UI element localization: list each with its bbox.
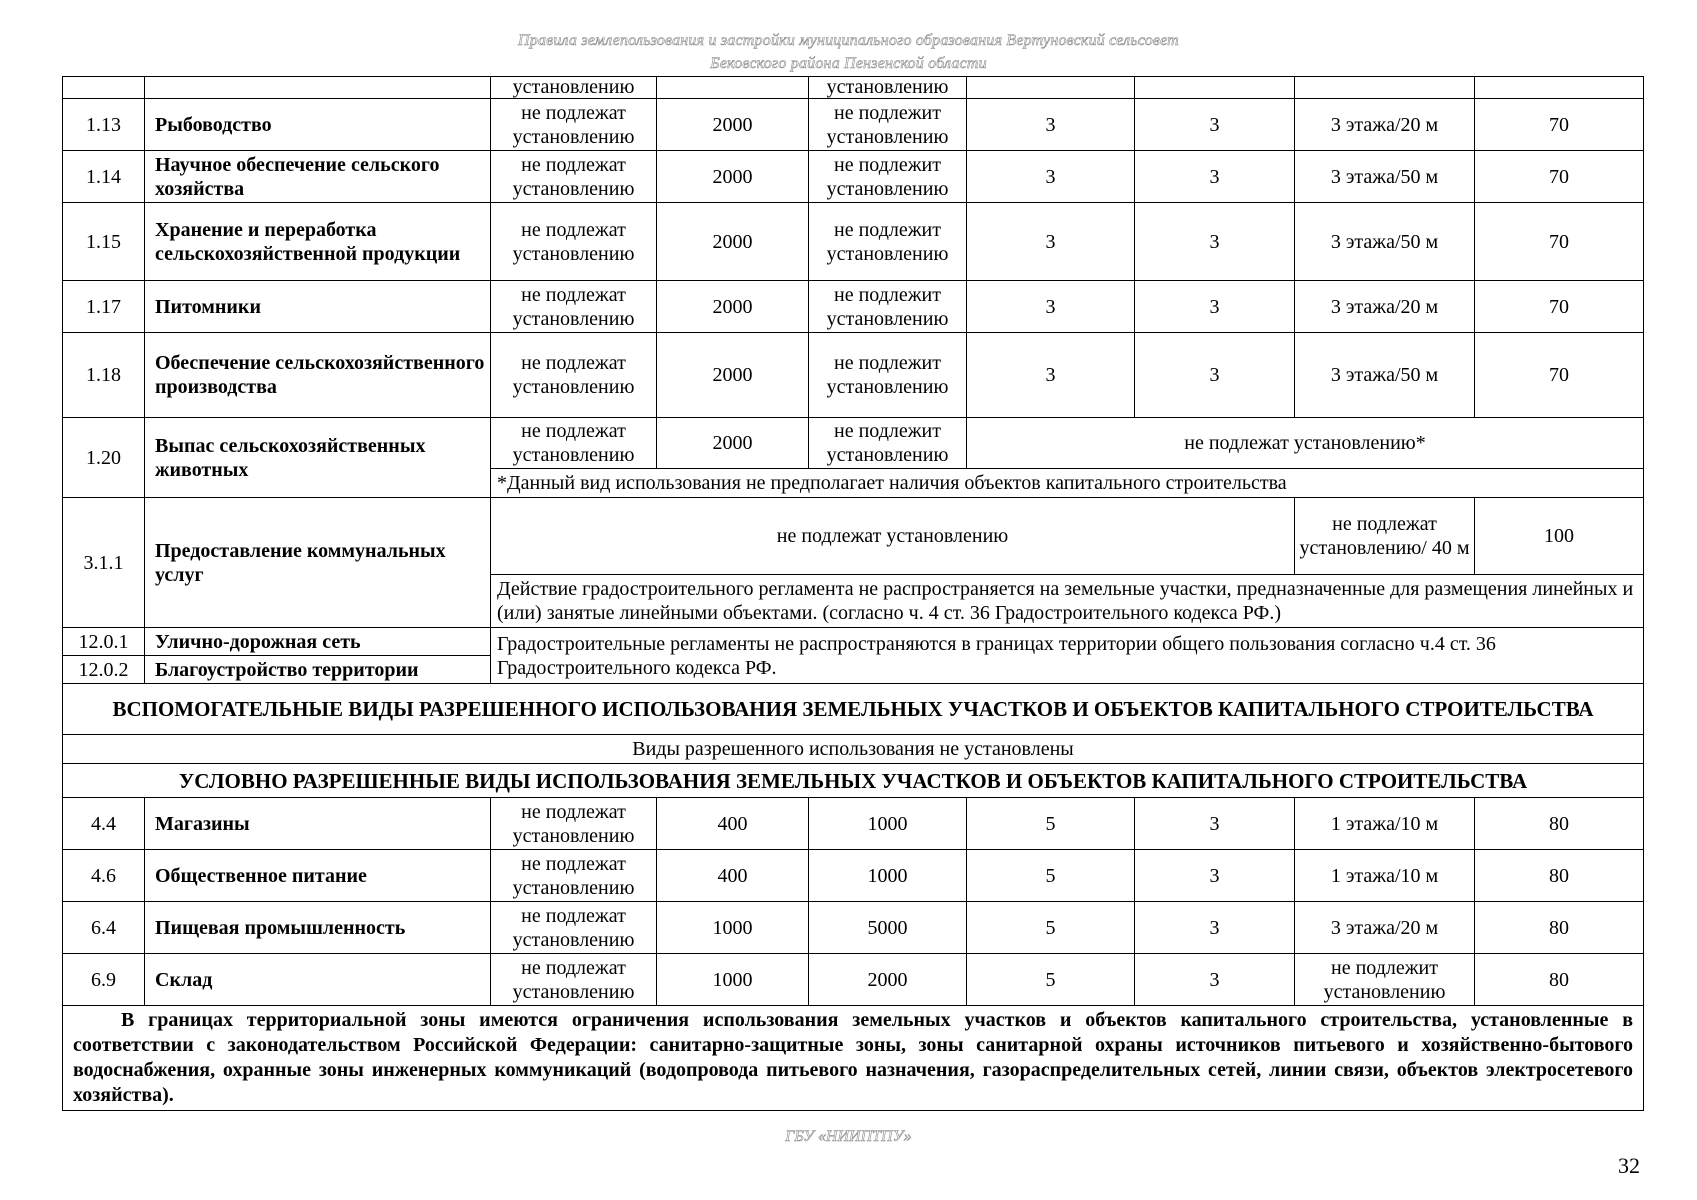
cell-col8: не подлежит установлению	[1295, 954, 1475, 1006]
cell-col6: 3	[967, 203, 1135, 281]
cell-name: Питомники	[145, 281, 491, 333]
cell-col4: 1000	[657, 902, 809, 954]
cell-name: Научное обеспечение сельского хозяйства	[145, 151, 491, 203]
cell-col7	[1135, 77, 1295, 99]
section-header-row	[63, 684, 1644, 735]
cell-col8: 3 этажа/20 м	[1295, 99, 1475, 151]
page-number: 32	[1618, 1153, 1640, 1178]
continuation-row	[63, 77, 1644, 99]
cell-col9	[1475, 77, 1644, 99]
table-row	[63, 954, 1644, 1006]
cell-col8: не подлежат установлению/ 40 м	[1295, 498, 1475, 575]
cell-col5: не подлежит установлению	[809, 333, 967, 418]
cell-name: Хранение и переработка сельскохозяйственной продукции	[145, 203, 491, 281]
cell-col6: 3	[967, 333, 1135, 418]
cell-code: 6.4	[63, 902, 145, 954]
cell-col4: 2000	[657, 151, 809, 203]
cell-col5: не подлежит установлению	[809, 151, 967, 203]
cell-name: Обеспечение сельскохозяйственного производства	[145, 333, 491, 418]
regulation-note-cell: Градостроительные регламенты не распространяются в границах территории общего пользования согласно ч.4 ст. 36 Градостроительного кодекса РФ.	[491, 628, 1644, 684]
cell-col4	[657, 77, 809, 99]
cell-col5: 1000	[809, 850, 967, 902]
cell-col7: 3	[1135, 281, 1295, 333]
cell-col9: 80	[1475, 954, 1644, 1006]
cell-col6: 5	[967, 902, 1135, 954]
cell-code: 6.9	[63, 954, 145, 1006]
table-row	[63, 628, 1644, 656]
cell-col4: 400	[657, 850, 809, 902]
cell-col7: 3	[1135, 954, 1295, 1006]
cell-col3: не подлежат установлению	[491, 418, 657, 469]
cell-col4: 2000	[657, 99, 809, 151]
table-row	[63, 203, 1644, 281]
cell-name: Магазины	[145, 798, 491, 850]
cell-name: Пищевая промышленность	[145, 902, 491, 954]
cell-col8: 1 этажа/10 м	[1295, 798, 1475, 850]
cell-col3: не подлежат установлению	[491, 798, 657, 850]
cell-name: Общественное питание	[145, 850, 491, 902]
cell-code: 1.13	[63, 99, 145, 151]
table-row	[63, 418, 1644, 469]
cell-col9: 80	[1475, 850, 1644, 902]
cell-col8: 3 этажа/50 м	[1295, 333, 1475, 418]
cell-name: Склад	[145, 954, 491, 1006]
cell-col6: 3	[967, 151, 1135, 203]
cell-code	[63, 77, 145, 99]
auxiliary-uses-cell: Виды разрешенного использования не установлены	[63, 735, 1644, 764]
cell-col6: 5	[967, 798, 1135, 850]
cell-name: Выпас сельскохозяйственных животных	[145, 418, 491, 498]
cell-col9: 70	[1475, 99, 1644, 151]
section-title-auxiliary: ВСПОМОГАТЕЛЬНЫЕ ВИДЫ РАЗРЕШЕННОГО ИСПОЛЬЗОВАНИЯ ЗЕМЕЛЬНЫХ УЧАСТКОВ И ОБЪЕКТОВ КАПИТАЛЬНОГО СТРОИТЕЛЬСТВА	[63, 684, 1644, 735]
cell-col7: 3	[1135, 850, 1295, 902]
section-header-row	[63, 764, 1644, 798]
cell-col7: 3	[1135, 99, 1295, 151]
cell-col3: не подлежат установлению	[491, 151, 657, 203]
cell-col5: установлению	[809, 77, 967, 99]
table-row	[63, 850, 1644, 902]
cell-col3: не подлежат установлению	[491, 902, 657, 954]
cell-col5: не подлежит установлению	[809, 418, 967, 469]
cell-col5: 5000	[809, 902, 967, 954]
regulation-note-cell: Действие градостроительного регламента не распространяется на земельные участки, предназначенные для размещения линейных и (или) занятые линейными объектами. (согласно ч. 4 ст. 36 Градостроительного кодекса РФ.)	[491, 575, 1644, 628]
cell-col9: 70	[1475, 203, 1644, 281]
cell-name	[145, 77, 491, 99]
cell-col8: 3 этажа/20 м	[1295, 902, 1475, 954]
cell-name: Рыбоводство	[145, 99, 491, 151]
cell-col4: 400	[657, 798, 809, 850]
cell-col5: 1000	[809, 798, 967, 850]
cell-col5: 2000	[809, 954, 967, 1006]
cell-col9: 70	[1475, 281, 1644, 333]
cell-code: 1.17	[63, 281, 145, 333]
table-row	[63, 151, 1644, 203]
cell-col3: не подлежат установлению	[491, 99, 657, 151]
cell-col7: 3	[1135, 203, 1295, 281]
cell-col8	[1295, 77, 1475, 99]
cell-col4: 1000	[657, 954, 809, 1006]
cell-col7: 3	[1135, 333, 1295, 418]
cell-col5: не подлежит установлению	[809, 281, 967, 333]
cell-col3: не подлежат установлению	[491, 281, 657, 333]
cell-col5: не подлежит установлению	[809, 203, 967, 281]
cell-code: 4.6	[63, 850, 145, 902]
table-row	[63, 333, 1644, 418]
table-row	[63, 498, 1644, 575]
cell-code: 4.4	[63, 798, 145, 850]
footnote-cell: *Данный вид использования не предполагает наличия объектов капитального строительства	[491, 469, 1644, 498]
cell-merged-params: не подлежат установлению	[491, 498, 1295, 575]
cell-col9: 100	[1475, 498, 1644, 575]
footer-organization: ГБУ «НИИПТПУ»	[785, 1128, 912, 1145]
cell-col5: не подлежит установлению	[809, 99, 967, 151]
section-title-conditional: УСЛОВНО РАЗРЕШЕННЫЕ ВИДЫ ИСПОЛЬЗОВАНИЯ ЗЕМЕЛЬНЫХ УЧАСТКОВ И ОБЪЕКТОВ КАПИТАЛЬНОГО СТРОИТЕЛЬСТВА	[63, 764, 1644, 798]
cell-col8: 1 этажа/10 м	[1295, 850, 1475, 902]
cell-col4: 2000	[657, 418, 809, 469]
cell-col3: не подлежат установлению	[491, 850, 657, 902]
cell-col9: 70	[1475, 151, 1644, 203]
cell-col7: 3	[1135, 798, 1295, 850]
table-row	[63, 735, 1644, 764]
cell-name: Улично-дорожная сеть	[145, 628, 491, 656]
cell-col7: 3	[1135, 902, 1295, 954]
cell-code: 12.0.2	[63, 656, 145, 684]
cell-col7: 3	[1135, 151, 1295, 203]
cell-merged-params: не подлежат установлению*	[967, 418, 1644, 469]
cell-col8: 3 этажа/20 м	[1295, 281, 1475, 333]
cell-code: 1.15	[63, 203, 145, 281]
cell-col4: 2000	[657, 333, 809, 418]
cell-col3: установлению	[491, 77, 657, 99]
cell-code: 1.14	[63, 151, 145, 203]
cell-col3: не подлежат установлению	[491, 954, 657, 1006]
restrictions-note-row	[63, 1006, 1644, 1111]
cell-col3: не подлежат установлению	[491, 333, 657, 418]
cell-code: 1.18	[63, 333, 145, 418]
cell-col8: 3 этажа/50 м	[1295, 203, 1475, 281]
document-header-line1: Правила землепользования и застройки муниципального образования Вертуновский сельсовет	[518, 32, 1179, 49]
cell-col3: не подлежат установлению	[491, 203, 657, 281]
cell-col6: 5	[967, 850, 1135, 902]
table-row	[63, 281, 1644, 333]
table-row	[63, 798, 1644, 850]
cell-code: 12.0.1	[63, 628, 145, 656]
cell-col9: 70	[1475, 333, 1644, 418]
land-use-regulations-table	[62, 76, 1644, 1111]
cell-col9: 80	[1475, 798, 1644, 850]
cell-col6: 3	[967, 281, 1135, 333]
table-row	[63, 902, 1644, 954]
document-header-line2: Бековского района Пензенской области	[710, 55, 987, 72]
cell-code: 1.20	[63, 418, 145, 498]
cell-col6: 3	[967, 99, 1135, 151]
cell-col9: 80	[1475, 902, 1644, 954]
cell-col6: 5	[967, 954, 1135, 1006]
cell-code: 3.1.1	[63, 498, 145, 628]
table-row	[63, 99, 1644, 151]
cell-col8: 3 этажа/50 м	[1295, 151, 1475, 203]
cell-name: Благоустройство территории	[145, 656, 491, 684]
cell-col6	[967, 77, 1135, 99]
cell-name: Предоставление коммунальных услуг	[145, 498, 491, 628]
cell-col4: 2000	[657, 203, 809, 281]
restrictions-note: В границах территориальной зоны имеются ограничения использования земельных участков и объектов капитального строительства, установленные в соответствии с законодательством Российской Федерации: санитарно-защитные зоны, зоны санитарной охраны источников питьевого и хозяйственно-бытового водоснабжения, охранные зоны инженерных коммуникаций (водопровода питьевого назначения, газораспределительных сетей, линии связи, объектов электросетевого хозяйства).	[63, 1006, 1644, 1111]
cell-col4: 2000	[657, 281, 809, 333]
